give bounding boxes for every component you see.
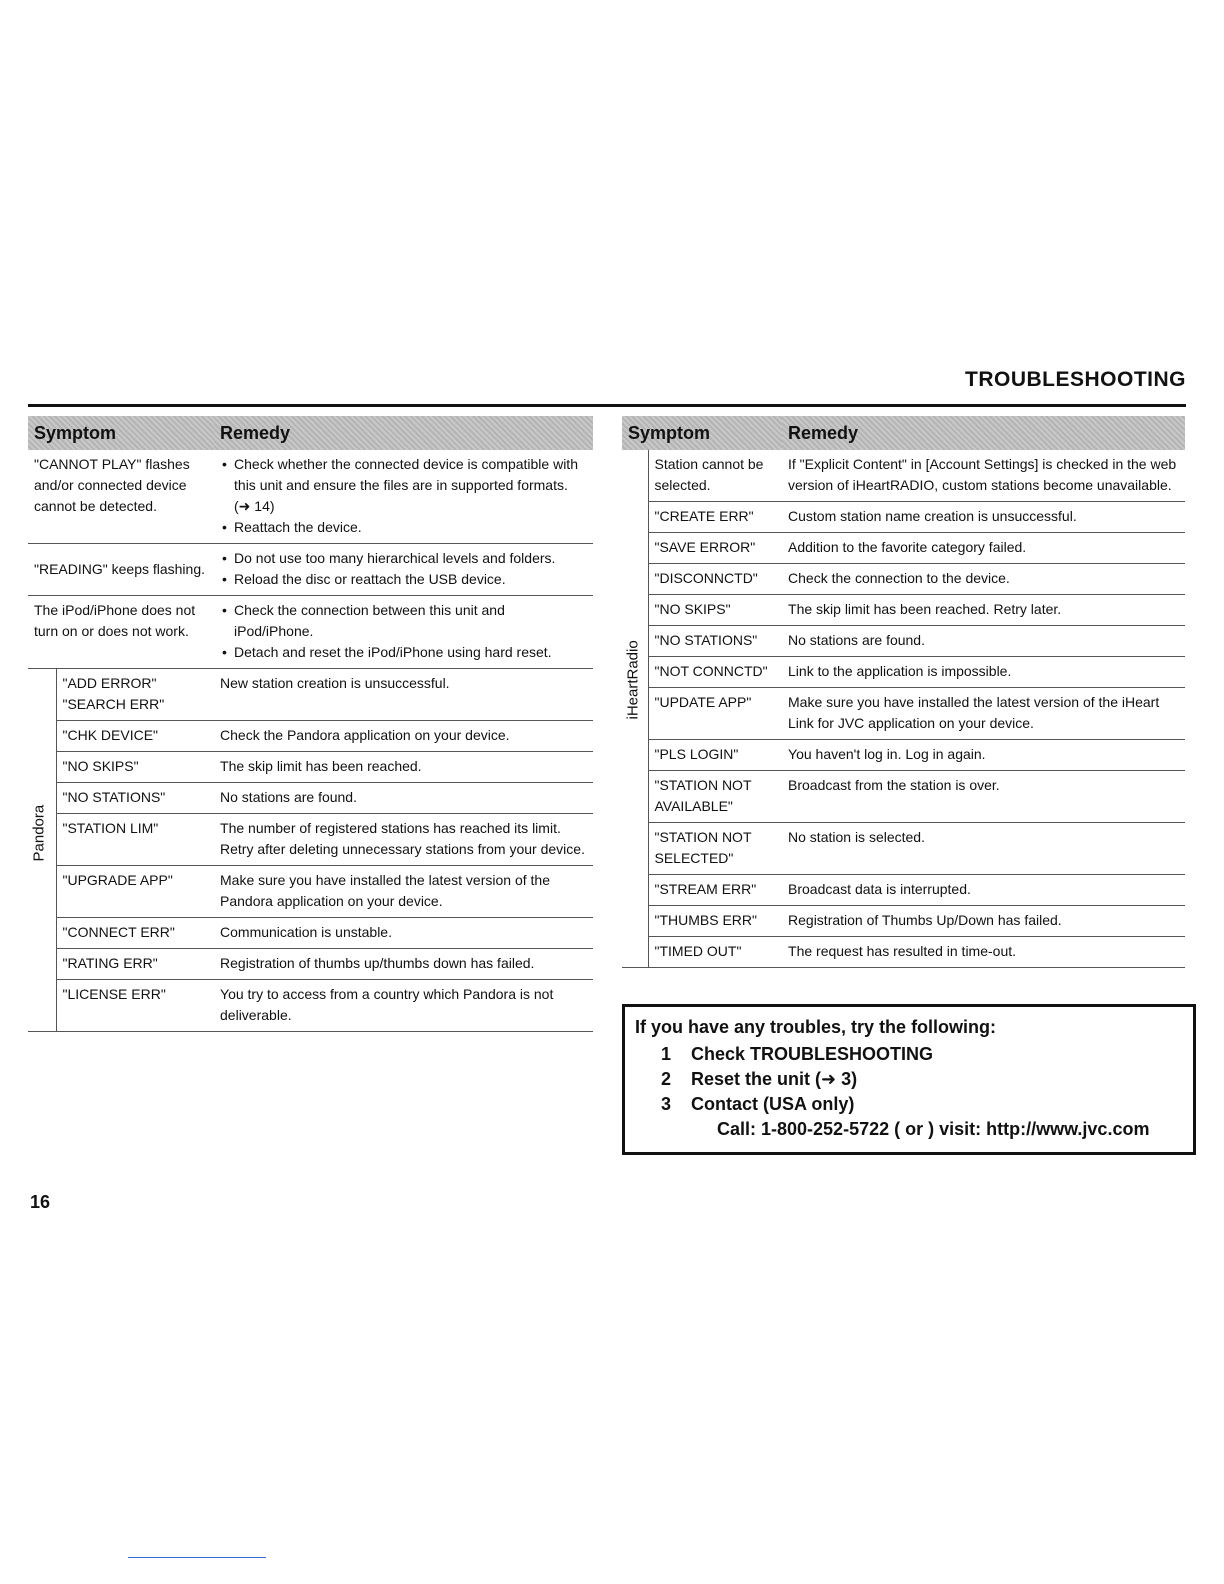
step-text: Contact (USA only)	[691, 1094, 855, 1114]
iheartradio-label: iHeartRadio	[624, 640, 642, 720]
remedy-cell: Check the connection to the device.	[782, 564, 1185, 595]
table-row	[28, 949, 593, 980]
remedy-cell: Registration of Thumbs Up/Down has failed.	[782, 906, 1185, 937]
remedy-cell: The skip limit has been reached. Retry later.	[782, 595, 1185, 626]
help-box	[622, 1004, 1196, 1155]
table-row	[622, 823, 1185, 875]
remedy-cell	[214, 450, 593, 544]
remedy-cell: No stations are found.	[782, 626, 1185, 657]
troubleshooting-table-left	[28, 416, 593, 1032]
remedy-cell: Custom station name creation is unsuccessful.	[782, 502, 1185, 533]
remedy-cell: The request has resulted in time-out.	[782, 937, 1185, 968]
table-row	[622, 740, 1185, 771]
remedy-cell: Registration of thumbs up/thumbs down has failed.	[214, 949, 593, 980]
symptom-header: Symptom	[28, 416, 214, 450]
table-row	[622, 688, 1185, 740]
table-row	[622, 771, 1185, 823]
symptom-cell: "PLS LOGIN"	[648, 740, 782, 771]
troubleshooting-table-right	[622, 416, 1185, 968]
symptom-cell: "RATING ERR"	[56, 949, 214, 980]
remedy-item: • Do not use too many hierarchical levels and folders.	[220, 548, 587, 569]
table-row	[28, 980, 593, 1032]
page-number: 16	[30, 1192, 51, 1212]
remedy-header: Remedy	[214, 416, 593, 450]
table-row	[28, 783, 593, 814]
symptom-cell: "CREATE ERR"	[648, 502, 782, 533]
symptom-cell: "NO SKIPS"	[648, 595, 782, 626]
table-row	[28, 918, 593, 949]
symptom-header: Symptom	[622, 416, 782, 450]
table-row	[28, 752, 593, 783]
symptom-cell: "STATION LIM"	[56, 814, 214, 866]
remedy-cell: Make sure you have installed the latest version of the Pandora application on your device.	[214, 866, 593, 918]
symptom-cell: "NOT CONNCTD"	[648, 657, 782, 688]
remedy-cell: Communication is unstable.	[214, 918, 593, 949]
help-heading: If you have any troubles, try the following:	[635, 1017, 997, 1037]
remedy-item: • Reattach the device.	[220, 517, 587, 538]
remedy-item: • Reload the disc or reattach the USB device.	[220, 569, 587, 590]
help-step	[661, 1067, 1183, 1092]
symptom-cell: "NO SKIPS"	[56, 752, 214, 783]
step-text: Check TROUBLESHOOTING	[691, 1044, 934, 1064]
footer-line	[128, 1557, 266, 1558]
symptom-cell: "CANNOT PLAY" flashes and/or connected device cannot be detected.	[28, 450, 214, 544]
symptom-cell: "STATION NOT SELECTED"	[648, 823, 782, 875]
step-text: Reset the unit (➜ 3)	[691, 1069, 858, 1089]
symptom-cell: The iPod/iPhone does not turn on or does not work.	[28, 596, 214, 669]
symptom-cell: Station cannot be selected.	[648, 450, 782, 502]
table-row	[622, 502, 1185, 533]
symptom-cell: "LICENSE ERR"	[56, 980, 214, 1032]
remedy-header: Remedy	[782, 416, 1185, 450]
remedy-item: • Check whether the connected device is compatible with this unit and ensure the files are in supported formats. (➜ 14)	[220, 454, 587, 517]
remedy-cell	[214, 544, 593, 596]
table-row	[622, 533, 1185, 564]
remedy-cell: If "Explicit Content" in [Account Settings] is checked in the web version of iHeartRADIO, custom stations become unavailable.	[782, 450, 1185, 502]
remedy-cell: New station creation is unsuccessful.	[214, 669, 593, 721]
table-row	[622, 906, 1185, 937]
help-step	[661, 1042, 1183, 1067]
table-row	[622, 626, 1185, 657]
remedy-cell: No stations are found.	[214, 783, 593, 814]
table-row	[622, 937, 1185, 968]
symptom-cell: "SAVE ERROR"	[648, 533, 782, 564]
remedy-cell: Broadcast data is interrupted.	[782, 875, 1185, 906]
remedy-cell: Link to the application is impossible.	[782, 657, 1185, 688]
help-steps	[661, 1042, 1183, 1142]
symptom-cell: "DISCONNCTD"	[648, 564, 782, 595]
table-row	[622, 875, 1185, 906]
remedy-cell: No station is selected.	[782, 823, 1185, 875]
symptom-cell: "CHK DEVICE"	[56, 721, 214, 752]
table-row	[28, 450, 593, 544]
pandora-label: Pandora	[30, 804, 48, 861]
symptom-cell: "NO STATIONS"	[648, 626, 782, 657]
table-row	[28, 669, 593, 721]
symptom-cell: "UPGRADE APP"	[56, 866, 214, 918]
help-step	[661, 1092, 1183, 1117]
table-row	[622, 564, 1185, 595]
header-rule	[28, 404, 1186, 407]
remedy-cell: Addition to the favorite category failed.	[782, 533, 1185, 564]
remedy-cell: Check the Pandora application on your device.	[214, 721, 593, 752]
remedy-item: • Check the connection between this unit and iPod/iPhone.	[220, 600, 587, 642]
symptom-cell: "ADD ERROR" "SEARCH ERR"	[56, 669, 214, 721]
symptom-cell: "READING" keeps flashing.	[28, 544, 214, 596]
step-number: 3	[661, 1094, 672, 1114]
symptom-cell: "STATION NOT AVAILABLE"	[648, 771, 782, 823]
remedy-cell: You haven't log in. Log in again.	[782, 740, 1185, 771]
symptom-cell: "UPDATE APP"	[648, 688, 782, 740]
remedy-cell: Broadcast from the station is over.	[782, 771, 1185, 823]
table-row	[28, 596, 593, 669]
remedy-cell: The skip limit has been reached.	[214, 752, 593, 783]
step-number: 2	[661, 1069, 672, 1089]
table-row	[622, 450, 1185, 502]
remedy-item: • Detach and reset the iPod/iPhone using hard reset.	[220, 642, 587, 663]
symptom-cell: "STREAM ERR"	[648, 875, 782, 906]
contact-line: Call: 1-800-252-5722 ( or ) visit: http://www.jvc.com	[717, 1119, 1150, 1139]
symptom-cell: "NO STATIONS"	[56, 783, 214, 814]
symptom-cell: "TIMED OUT"	[648, 937, 782, 968]
table-row	[28, 721, 593, 752]
section-title: TROUBLESHOOTING	[965, 368, 1186, 391]
remedy-cell: The number of registered stations has reached its limit. Retry after deleting unnecessary stations from your device.	[214, 814, 593, 866]
table-row	[622, 595, 1185, 626]
table-row	[28, 814, 593, 866]
table-row	[28, 544, 593, 596]
symptom-cell: "THUMBS ERR"	[648, 906, 782, 937]
pandora-group-label	[28, 669, 56, 1032]
symptom-cell: "CONNECT ERR"	[56, 918, 214, 949]
remedy-cell	[214, 596, 593, 669]
iheartradio-group-label	[622, 450, 648, 968]
step-number: 1	[661, 1044, 672, 1064]
table-row	[28, 866, 593, 918]
table-row	[622, 657, 1185, 688]
remedy-cell: Make sure you have installed the latest version of the iHeart Link for JVC application on your device.	[782, 688, 1185, 740]
remedy-cell: You try to access from a country which Pandora is not deliverable.	[214, 980, 593, 1032]
